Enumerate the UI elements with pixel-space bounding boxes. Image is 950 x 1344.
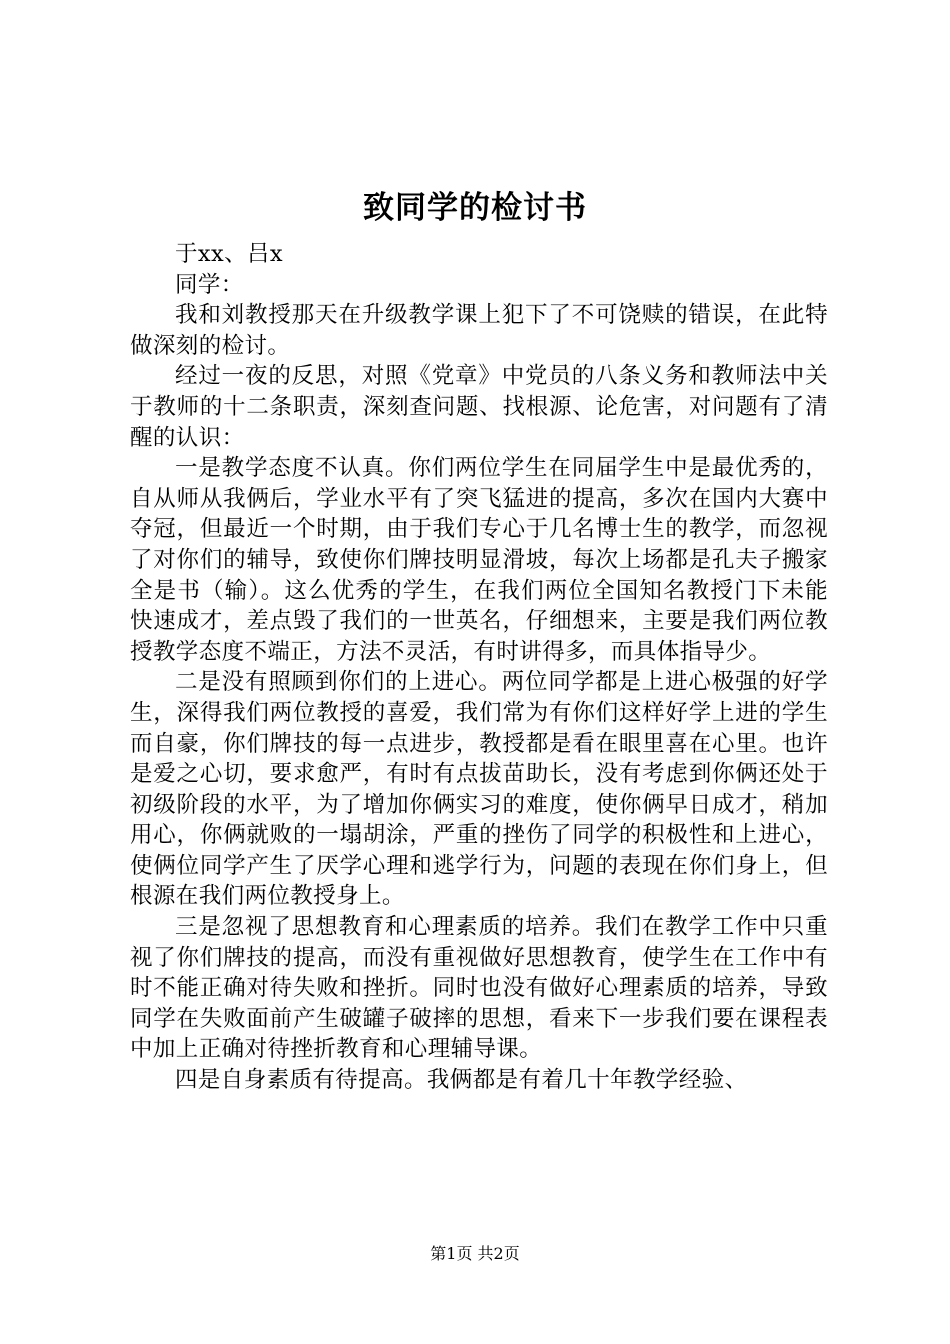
page-footer: 第1页 共2页 xyxy=(430,1244,520,1263)
paragraph-intro: 我和刘教授那天在升级教学课上犯下了不可饶赎的错误，在此特做深刻的检讨。 xyxy=(130,302,828,359)
paragraph-reflection: 经过一夜的反思，对照《党章》中党员的八条义务和教师法中关于教师的十二条职责，深刻查问题、找根源、论危害，对问题有了清醒的认识： xyxy=(130,363,828,451)
paragraph-recipients: 于xx、吕x xyxy=(175,241,283,267)
document-body xyxy=(130,239,828,1096)
paragraph-point-four: 四是自身素质有待提高。我俩都是有着几十年教学经验、 xyxy=(175,1067,748,1094)
paragraph-point-two: 二是没有照顾到你们的上进心。两位同学都是上进心极强的好学生，深得我们两位教授的喜爱，我们常为有你们这样好学上进的学生而自豪，你们牌技的每一点进步，教授都是看在眼里喜在心里。也许是爱之心切，要求愈严，有时有点拔苗助长，没有考虑到你俩还处于初级阶段的水平，为了增加你俩实习的难度，使你俩早日成才，稍加用心，你俩就败的一塌胡涂，严重的挫伤了同学的积极性和上进心，使俩位同学产生了厌学心理和逃学行为，问题的表现在你们身上，但根源在我们两位教授身上。 xyxy=(130,669,828,910)
document-title: 致同学的检讨书 xyxy=(363,190,587,226)
paragraph-salutation: 同学： xyxy=(175,271,244,298)
paragraph-point-one: 一是教学态度不认真。你们两位学生在同届学生中是最优秀的，自从师从我俩后，学业水平有了突飞猛进的提高，多次在国内大赛中夺冠，但最近一个时期，由于我们专心于几名博士生的教学，而忽视了对你们的辅导，致使你们牌技明显滑坡，每次上场都是孔夫子搬家全是书（输）。这么优秀的学生，在我们两位全国知名教授门下未能快速成才，差点毁了我们的一世英名，仔细想来，主要是我们两位教授教学态度不端正，方法不灵活，有时讲得多，而具体指导少。 xyxy=(130,455,828,665)
paragraph-point-three: 三是忽视了思想教育和心理素质的培养。我们在教学工作中只重视了你们牌技的提高，而没有重视做好思想教育，使学生在工作中有时不能正确对待失败和挫折。同时也没有做好心理素质的培养，导致同学在失败面前产生破罐子破摔的思想，看来下一步我们要在课程表中加上正确对待挫折教育和心理辅导课。 xyxy=(130,914,828,1063)
